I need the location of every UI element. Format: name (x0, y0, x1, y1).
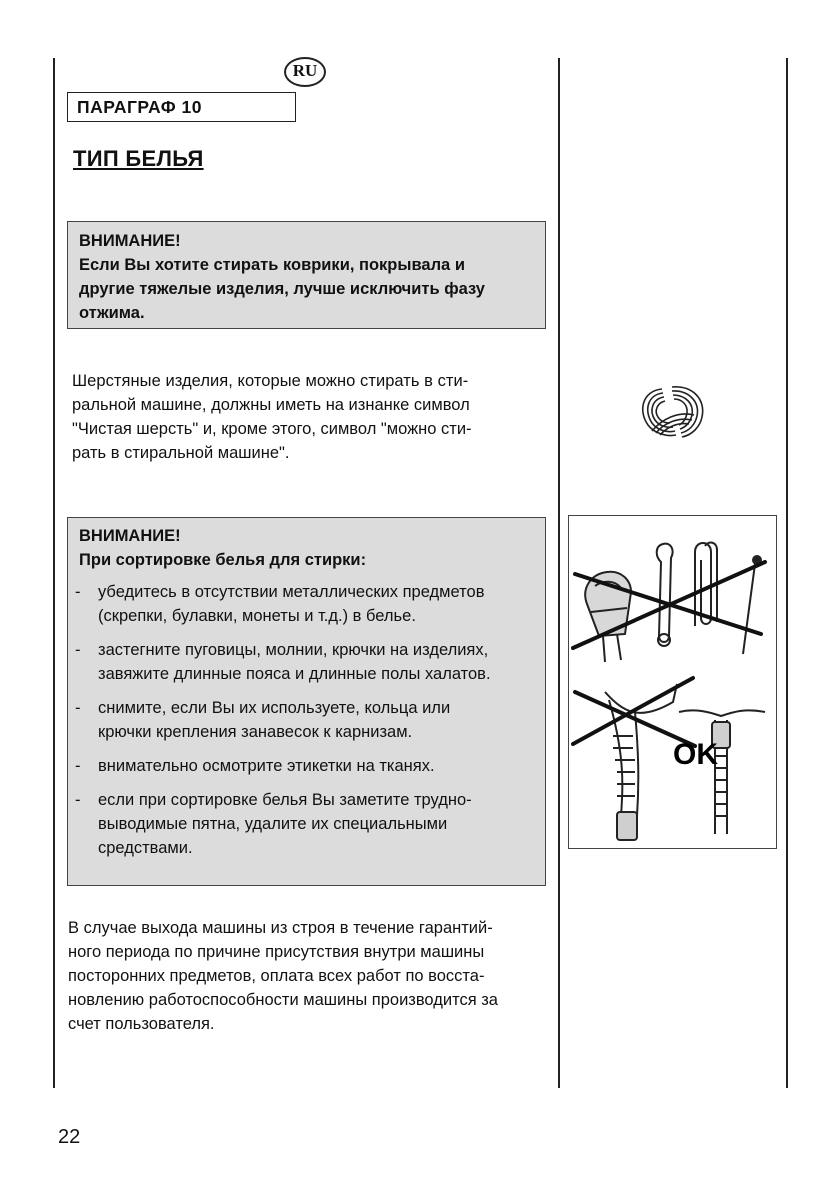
list-item-line: внимательно осмотрите этикетки на тканях. (98, 757, 435, 775)
paragraph-line: ральной машине, должны иметь на изнанке символ (72, 396, 470, 414)
bullet-dash: - (75, 757, 81, 775)
bullet-dash: - (75, 699, 81, 717)
paragraph-line: "Чистая шерсть" и, кроме этого, символ "можно сти- (72, 420, 472, 438)
list-item-line: застегните пуговицы, молнии, крючки на изделиях, (98, 641, 489, 659)
list-item-line: выводимые пятна, удалите их специальными (98, 815, 448, 833)
metal-objects-and-zippers-drawing (569, 516, 775, 847)
list-item-line: снимите, если Вы их используете, кольца или (98, 699, 451, 717)
list-item-line: (скрепки, булавки, монеты и т.д.) в белье. (98, 607, 416, 625)
section-label: ПАРАГРАФ 10 (67, 92, 296, 122)
liability-paragraph (68, 916, 546, 1036)
list-item-line: средствами. (98, 839, 193, 857)
warning-box-heavy-items (67, 221, 546, 329)
paragraph-line: Шерстяные изделия, которые можно стирать в сти- (72, 372, 469, 390)
page-number: 22 (58, 1126, 81, 1148)
list-item-line: завяжите длинные пояса и длинные полы халатов. (98, 665, 491, 683)
list-item (75, 754, 545, 778)
cross-mark-icon (573, 678, 695, 746)
warning-text-line: другие тяжелые изделия, лучше исключить фазу (79, 280, 485, 298)
language-badge: RU (284, 57, 326, 87)
sorting-illustration (568, 515, 777, 849)
sorting-checklist (75, 580, 545, 860)
paragraph-line: рать в стиральной машине". (72, 444, 290, 462)
paragraph-line: новлению работоспособности машины производится за (68, 991, 498, 1009)
paragraph-line: ного периода по причине присутствия внутри машины (68, 943, 485, 961)
warning-heading: ВНИМАНИЕ! (79, 527, 181, 545)
bullet-dash: - (75, 583, 81, 601)
ok-label: OK (673, 738, 718, 771)
right-margin-rule (786, 58, 788, 1088)
left-margin-rule (53, 58, 55, 1088)
warning-box-sorting (67, 517, 546, 886)
warning-text-line: отжима. (79, 304, 145, 322)
list-item (75, 788, 545, 860)
safety-pin-icon (657, 544, 673, 646)
paragraph-line: посторонних предметов, оплата всех работ по восста- (68, 967, 485, 985)
list-item (75, 696, 545, 744)
wool-paragraph (72, 369, 542, 465)
closed-zipper-icon (679, 710, 765, 834)
center-column-rule (558, 58, 560, 1088)
paragraph-line: В случае выхода машины из строя в течение гарантий- (68, 919, 493, 937)
warning-heading: ВНИМАНИЕ! (79, 232, 181, 250)
list-item (75, 638, 545, 686)
page-title: ТИП БЕЛЬЯ (73, 146, 204, 171)
paragraph-line: счет пользователя. (68, 1015, 215, 1033)
bullet-dash: - (75, 791, 81, 809)
list-item-line: убедитесь в отсутствии металлических предметов (98, 583, 485, 601)
warning-subheading: При сортировке белья для стирки: (79, 551, 367, 569)
warning-text-line: Если Вы хотите стирать коврики, покрывала и (79, 256, 465, 274)
list-item (75, 580, 545, 628)
list-item-line: если при сортировке белья Вы заметите трудно- (98, 791, 472, 809)
woolmark-icon (632, 381, 710, 443)
list-item-line: крючки крепления занавесок к карнизам. (98, 723, 413, 741)
bullet-dash: - (75, 641, 81, 659)
